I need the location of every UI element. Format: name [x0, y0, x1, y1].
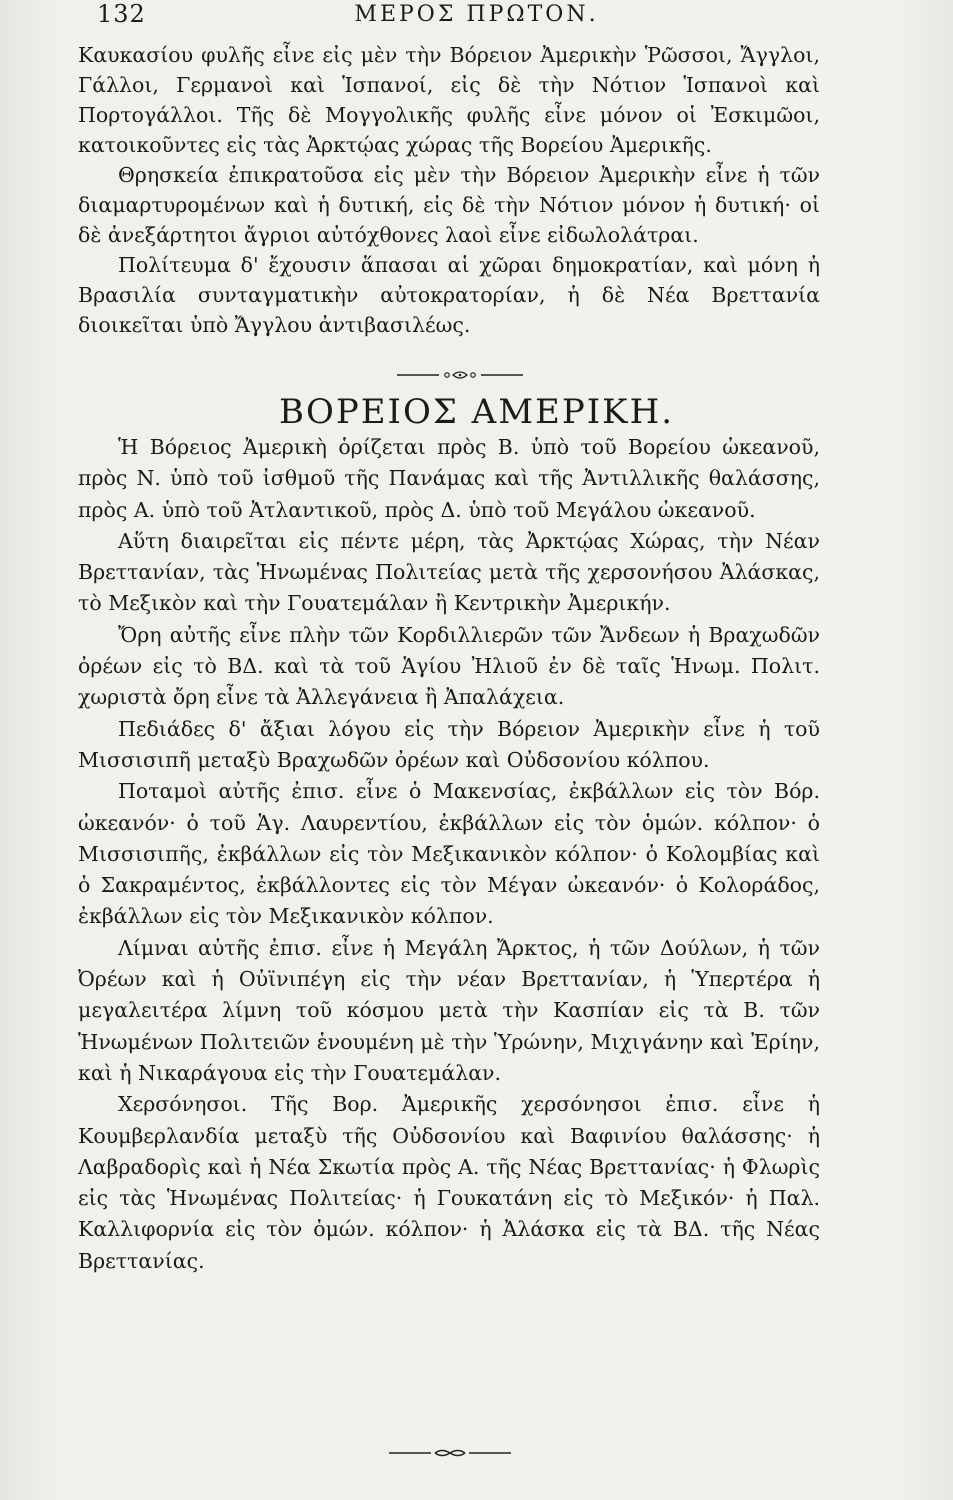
paragraph: Πεδιάδες δ' ἄξιαι λόγου εἰς τὴν Βόρειον Ἀμερικὴν εἶνε ἡ τοῦ Μισσισιπῆ μεταξὺ Βραχωδῶν ὀρέων καὶ Οὐδσονίου κόλπου.	[78, 716, 820, 772]
paragraph: Θρησκεία ἐπικρατοῦσα εἰς μὲν τὴν Βόρειον Ἀμερικὴν εἶνε ἡ τῶν διαμαρτυρομένων καὶ ἡ δυτική, εἰς δὲ τὴν Νότιον μόνον ἡ δυτική· οἱ δὲ ἀνεξάρτητοι ἄγριοι αὐτόχθονες λαοὶ εἶνε εἰδωλολάτραι.	[78, 163, 820, 247]
paragraph: Χερσόνησοι. Τῆς Βορ. Ἀμερικῆς χερσόνησοι ἐπισ. εἶνε ἡ Κουμβερλανδία μεταξὺ τῆς Οὐδσονίου καὶ Βαφινίου θαλάσσης· ἡ Λαβραδορὶς καὶ ἡ Νέα Σκωτία πρὸς Α. τῆς Νέας Βρεττανίας· ἡ Φλωρὶς εἰς τὰς Ἡνωμένας Πολιτείας· ἡ Γουκατάνη εἰς τὸ Μεξικόν· ἡ Παλ. Καλλιφορνία εἰς τὸν ὁμών. κόλπον· ἡ Ἀλάσκα εἰς τὰ ΒΔ. τῆς Νέας Βρεττανίας.	[78, 1092, 820, 1273]
paragraph: Αὕτη διαιρεῖται εἰς πέντε μέρη, τὰς Ἀρκτῴας Χώρας, τὴν Νέαν Βρεττανίαν, τὰς Ἡνωμένας Πολιτείας μετὰ τῆς χερσονήσου Ἀλάσκας, τὸ Μεξικὸν καὶ τὴν Γουατεμάλαν ἢ Κεντρικὴν Ἀμερικήν.	[78, 528, 820, 616]
paragraph: Ὄρη αὐτῆς εἶνε πλὴν τῶν Κορδιλλιερῶν τῶν Ἄνδεων ἡ Βραχωδῶν ὀρέων εἰς τὸ ΒΔ. καὶ τὰ τοῦ Ἁγίου Ἠλιοῦ ἐν δὲ ταῖς Ἡνωμ. Πολιτ. χωριστὰ ὄρη εἶνε τὰ Ἀλλεγάνεια ἢ Ἀπαλάχεια.	[78, 622, 820, 710]
ornament-divider	[385, 1447, 515, 1459]
paragraph: Ἡ Βόρειος Ἀμερικὴ ὁρίζεται πρὸς Β. ὑπὸ τοῦ Βορείου ὠκεανοῦ, πρὸς Ν. ὑπὸ τοῦ ἰσθμοῦ τῆς Πανάμας καὶ τῆς Ἀντιλλικῆς θαλάσσης, πρὸς Α. ὑπὸ τοῦ Ἀτλαντικοῦ, πρὸς Δ. ὑπὸ τοῦ Μεγάλου ὠκεανοῦ.	[78, 435, 820, 522]
paragraph: Καυκασίου φυλῆς εἶνε εἰς μὲν τὴν Βόρειον Ἀμερικὴν Ῥῶσσοι, Ἄγγλοι, Γάλλοι, Γερμανοὶ καὶ Ἱσπανοί, εἰς δὲ τὴν Νότιον Ἱσπανοὶ καὶ Πορτογάλλοι. Τῆς δὲ Μογγολικῆς φυλῆς εἶνε μόνον οἱ Ἐσκιμῶοι, κατοικοῦντες εἰς τὰς Ἀρκτῴας χώρας τῆς Βορείου Ἀμερικῆς.	[78, 43, 820, 157]
ornament-divider	[395, 369, 525, 381]
page-number: 132	[97, 0, 146, 28]
paragraph: Λίμναι αὐτῆς ἐπισ. εἶνε ἡ Μεγάλη Ἄρκτος, ἡ τῶν Δούλων, ἡ τῶν Ὀρέων καὶ ἡ Οὐϊνιπέγη εἰς τὴν νέαν Βρεττανίαν, ἡ Ὑπερτέρα ἡ μεγαλειτέρα λίμνη τοῦ κόσμου μετὰ τὴν Κασπίαν εἰς τὰ Β. τῶν Ἡνωμένων Πολιτειῶν ἑνουμένη μὲ τὴν Ὑρώνην, Μιχιγάνην καὶ Ἐρίην, καὶ ἡ Νικαράγουα εἰς τὴν Γουατεμάλαν.	[78, 935, 820, 1085]
paragraph: Πολίτευμα δ' ἔχουσιν ἅπασαι αἱ χῶραι δημοκρατίαν, καὶ μόνη ἡ Βρασιλία συνταγματικὴν αὐτοκρατορίαν, ἡ δὲ Νέα Βρεττανία διοικεῖται ὑπὸ Ἄγγλου ἀντιβασιλέως.	[78, 253, 820, 337]
section-text	[78, 432, 820, 1277]
section-title: ΒΟΡΕΙΟΣ ΑΜΕΡΙΚΗ.	[278, 392, 675, 432]
intro-text	[78, 40, 820, 340]
running-head: ΜΕΡΟΣ ΠΡΩΤΟΝ.	[354, 2, 599, 27]
paragraph: Ποταμοὶ αὐτῆς ἐπισ. εἶνε ὁ Μακενσίας, ἐκβάλλων εἰς τὸν Βόρ. ὠκεανόν· ὁ τοῦ Ἁγ. Λαυρεντίου, ἐκβάλλων εἰς τὸν ὁμών. κόλπον· ὁ Μισσισιπῆς, ἐκβάλλων εἰς τὸν Μεξικανικὸν κόλπον· ὁ Κολομβίας καὶ ὁ Σακραμέντος, ἐκβάλλοντες εἰς τὸν Μέγαν ὠκεανόν· ὁ Κολοράδος, ἐκβάλλων εἰς τὸν Μεξικανικὸν κόλπον.	[78, 779, 820, 929]
